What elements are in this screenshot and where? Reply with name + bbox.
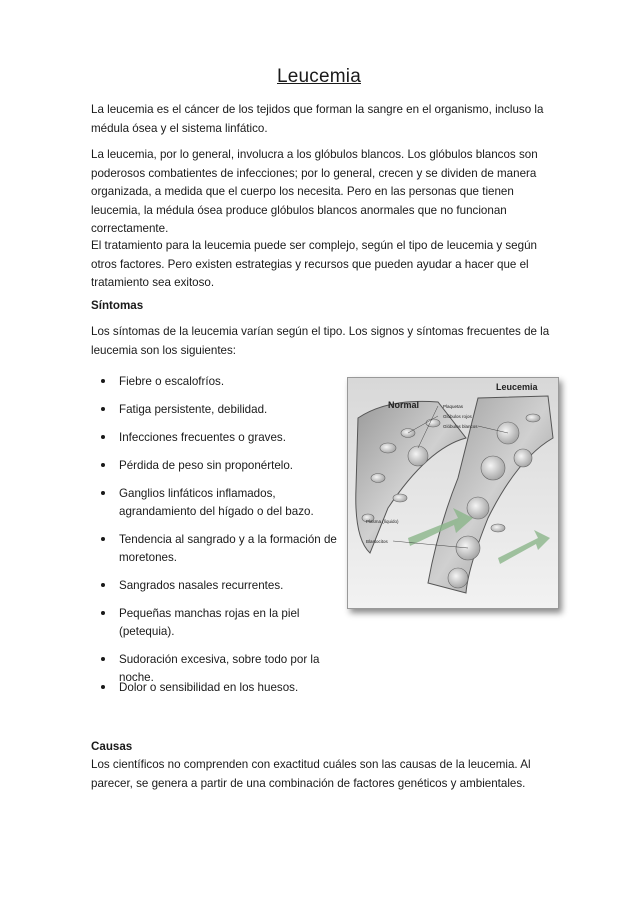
label-leucemia: Leucemia bbox=[496, 382, 538, 392]
list-item bbox=[91, 457, 356, 475]
bullet-dot-icon bbox=[101, 379, 105, 383]
bullet-dot-icon bbox=[101, 685, 105, 689]
bullet-dot-icon bbox=[101, 583, 105, 587]
list-item bbox=[91, 429, 356, 447]
causes-text: Los científicos no comprenden con exactitud cuáles son las causas de la leucemia. Al parecer, se genera a partir de una combinación de factores genéticos y ambientales. bbox=[91, 758, 531, 790]
list-item-text: Sangrados nasales recurrentes. bbox=[119, 579, 284, 592]
list-item bbox=[91, 605, 356, 640]
list-item-text: Fiebre o escalofríos. bbox=[119, 375, 225, 388]
list-item bbox=[91, 531, 356, 566]
bullet-dot-icon bbox=[101, 491, 105, 495]
label-globulos-rojos: Glóbulos rojos bbox=[443, 414, 472, 419]
label-normal: Normal bbox=[388, 400, 420, 410]
list-item-text: Fatiga persistente, debilidad. bbox=[119, 403, 268, 416]
list-item bbox=[91, 577, 356, 595]
list-item-text: Ganglios linfáticos inflamados, agrandamiento del hígado o del bazo. bbox=[119, 487, 314, 518]
list-item bbox=[91, 373, 356, 391]
label-blastocitos: Blastocitos bbox=[366, 539, 388, 544]
list-item-text: Pequeñas manchas rojas en la piel (petequia). bbox=[119, 607, 300, 638]
list-item-text: Tendencia al sangrado y a la formación de moretones. bbox=[119, 533, 337, 564]
label-plasma: Plasma (líquido) bbox=[366, 519, 399, 524]
bullet-dot-icon bbox=[101, 657, 105, 661]
causes-heading: Causas bbox=[91, 740, 133, 753]
list-item-text: Pérdida de peso sin proponértelo. bbox=[119, 459, 294, 472]
bullet-dot-icon bbox=[101, 407, 105, 411]
bullet-dot-icon bbox=[101, 463, 105, 467]
intro-paragraph-2: La leucemia, por lo general, involucra a los glóbulos blancos. Los glóbulos blancos son poderosos combatientes de infecciones; por lo general, crecen y se dividen de manera organizada, a medida que el cuerpo los necesita. Pero en las personas que tienen leucemia, la médula ósea produce glóbulos blancos anormales que no funcionan correctamente. bbox=[91, 148, 538, 235]
list-item bbox=[91, 679, 356, 697]
blood-vessel-illustration bbox=[347, 377, 559, 609]
intro-paragraph-1: La leucemia es el cáncer de los tejidos que forman la sangre en el organismo, incluso la médula ósea y el sistema linfático. bbox=[91, 103, 544, 135]
symptoms-intro: Los síntomas de la leucemia varían según el tipo. Los signos y síntomas frecuentes de la leucemia son los siguientes: bbox=[91, 325, 550, 357]
label-plaquetas: Plaquetas bbox=[443, 404, 464, 409]
bullet-dot-icon bbox=[101, 435, 105, 439]
page-title: Leucemia bbox=[277, 66, 361, 87]
bullet-dot-icon bbox=[101, 537, 105, 541]
label-globulos-blancos: Glóbulos blancos bbox=[443, 424, 478, 429]
symptoms-heading: Síntomas bbox=[91, 299, 144, 312]
list-item-text: Infecciones frecuentes o graves. bbox=[119, 431, 286, 444]
list-item-text: Sudoración excesiva, sobre todo por la noche. bbox=[119, 653, 320, 684]
intro-paragraph-3: El tratamiento para la leucemia puede ser complejo, según el tipo de leucemia y según otros factores. Pero existen estrategias y recursos que pueden ayudar a hacer que el tratamiento sea exitoso. bbox=[91, 239, 537, 289]
blood-vessel-svg bbox=[348, 378, 558, 608]
list-item bbox=[91, 401, 356, 419]
list-item bbox=[91, 485, 356, 520]
list-item-text: Dolor o sensibilidad en los huesos. bbox=[119, 681, 299, 694]
bullet-dot-icon bbox=[101, 611, 105, 615]
